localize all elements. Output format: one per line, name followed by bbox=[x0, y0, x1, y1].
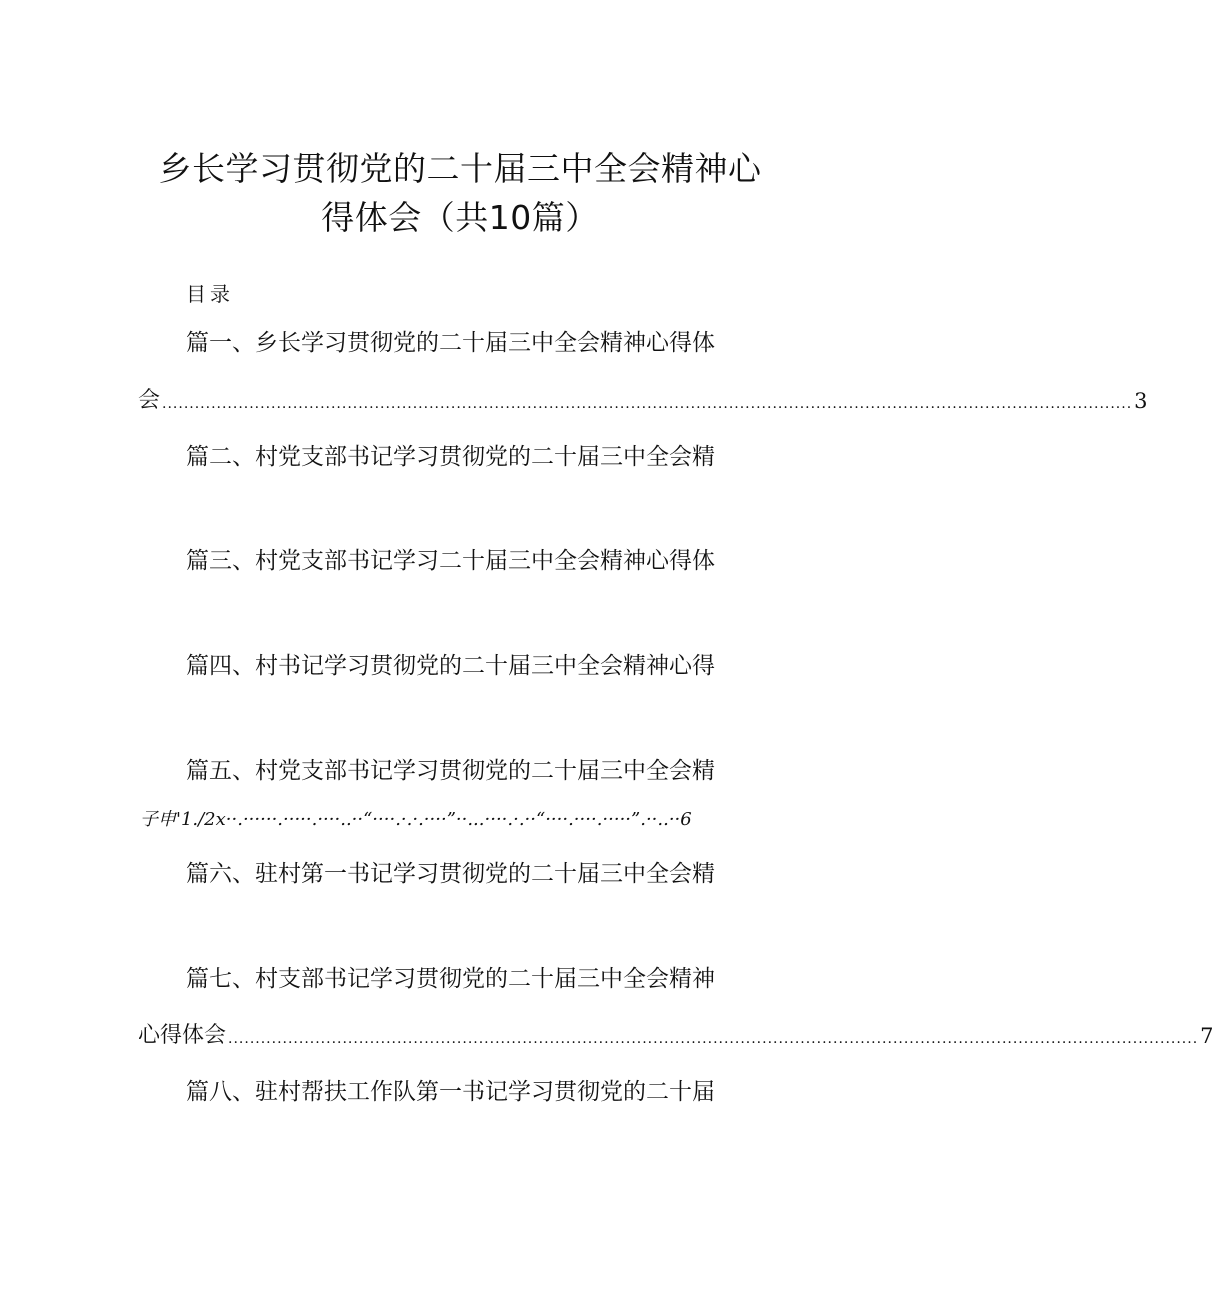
toc-entry-1-page-number: 3 bbox=[1134, 389, 1148, 413]
toc-entry-7-continuation-text: 心得体会 bbox=[138, 1023, 227, 1048]
toc-entry-1-continuation[interactable] bbox=[138, 388, 1148, 413]
toc-entry-6[interactable]: 篇六、驻村第一书记学习贯彻党的二十届三中全会精 bbox=[186, 861, 715, 887]
toc-entry-7-page-number: 7 bbox=[1200, 1024, 1214, 1048]
dot-leader: .................................................................................................................................................................................. bbox=[228, 1031, 1199, 1047]
toc-entry-5-garbled-line: 子申'1./2x··.······.·····.····..··“····.·.·.····”··...····.·.··“····.····.·····”.··..··6 bbox=[140, 809, 692, 830]
toc-entry-1-continuation-text: 会 bbox=[138, 388, 161, 413]
dot-leader: .................................................................................................................................................................................. bbox=[162, 396, 1133, 412]
toc-entry-2[interactable]: 篇二、村党支部书记学习贯彻党的二十届三中全会精 bbox=[186, 444, 715, 470]
toc-entry-8[interactable]: 篇八、驻村帮扶工作队第一书记学习贯彻党的二十届 bbox=[186, 1079, 715, 1105]
toc-heading: 目录 bbox=[186, 282, 234, 306]
document-title-line-2: 得体会（共10篇） bbox=[321, 198, 599, 237]
toc-entry-5[interactable]: 篇五、村党支部书记学习贯彻党的二十届三中全会精 bbox=[186, 758, 715, 784]
document-title-line-1: 乡长学习贯彻党的二十届三中全会精神心 bbox=[158, 149, 762, 188]
toc-entry-7-continuation[interactable] bbox=[138, 1023, 1214, 1048]
toc-entry-1[interactable]: 篇一、乡长学习贯彻党的二十届三中全会精神心得体 bbox=[186, 330, 715, 356]
toc-entry-7[interactable]: 篇七、村支部书记学习贯彻党的二十届三中全会精神 bbox=[186, 966, 715, 992]
toc-entry-3[interactable]: 篇三、村党支部书记学习二十届三中全会精神心得体 bbox=[186, 548, 715, 574]
toc-entry-4[interactable]: 篇四、村书记学习贯彻党的二十届三中全会精神心得 bbox=[186, 653, 715, 679]
